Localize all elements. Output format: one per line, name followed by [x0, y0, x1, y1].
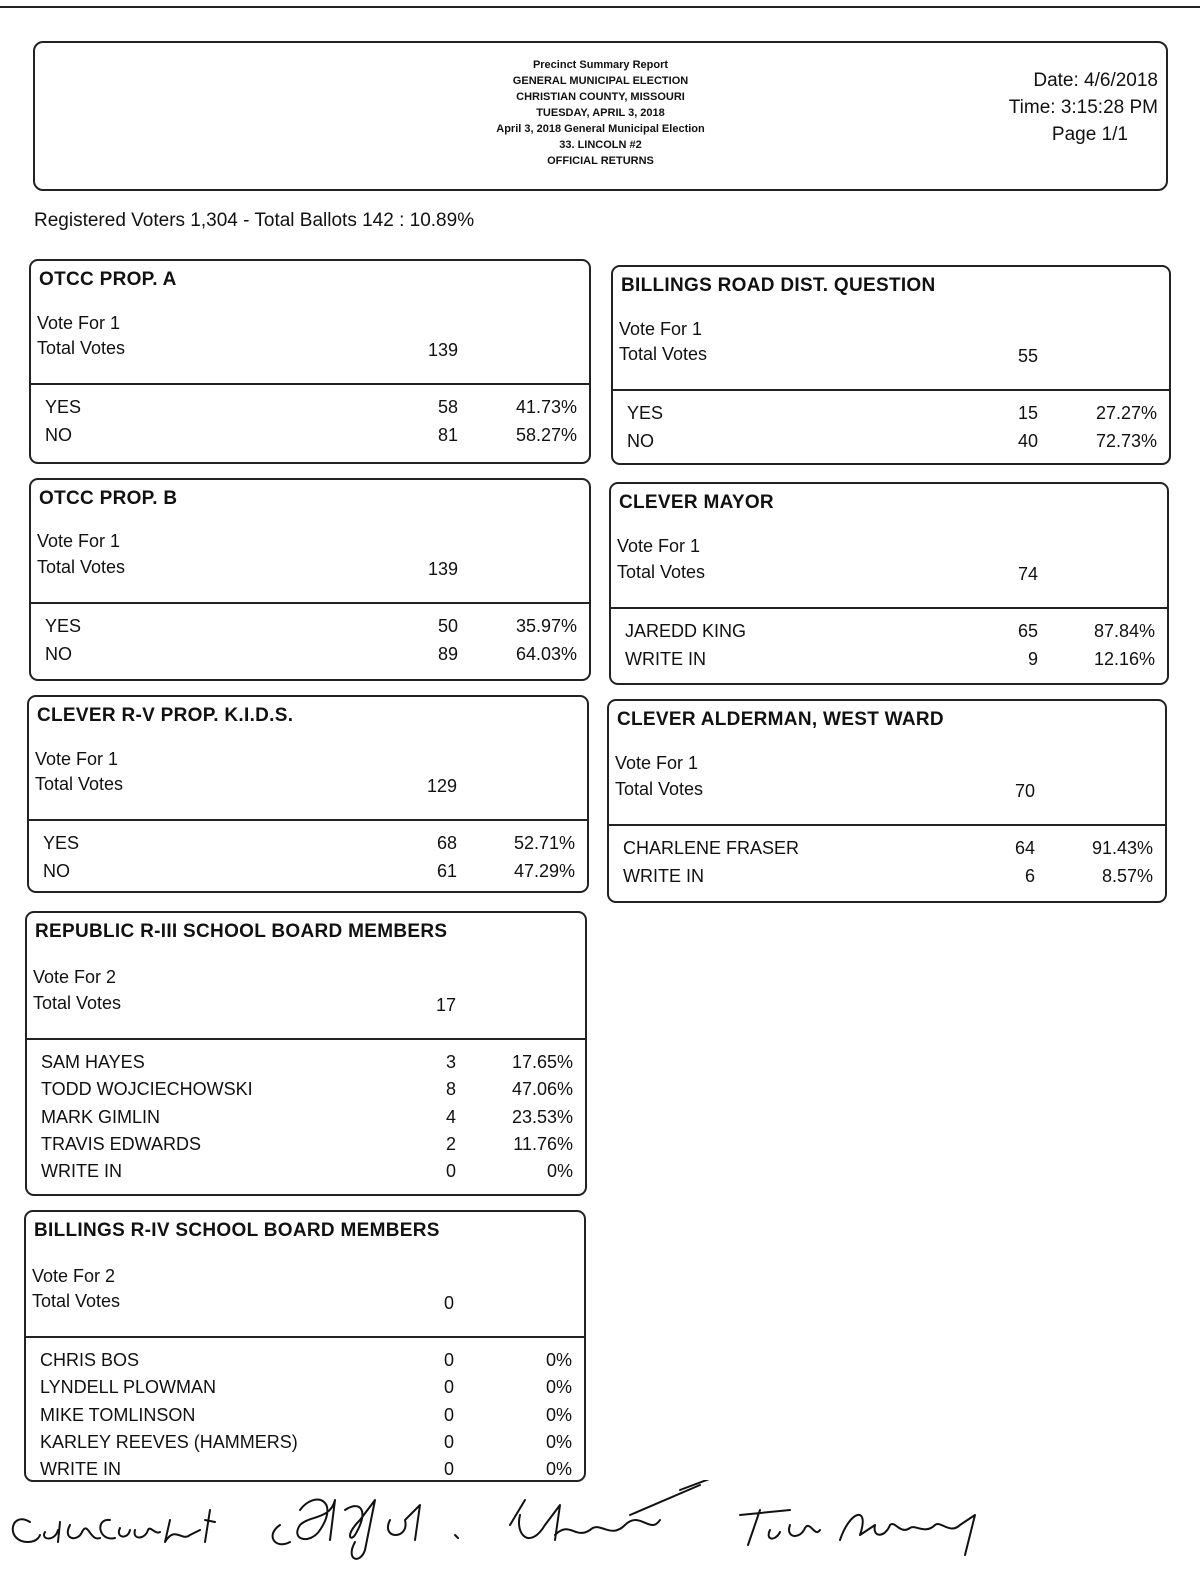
choice-percent: 0%	[545, 1350, 572, 1370]
choice-name: YES	[43, 833, 80, 853]
contest-box	[611, 265, 1171, 465]
registered-voters-summary: Registered Voters 1,304 - Total Ballots 142 : 10.89%	[34, 210, 475, 231]
choice-row	[31, 425, 589, 452]
choice-name: YES	[45, 616, 82, 636]
total-votes-value: 74	[1017, 564, 1038, 584]
choice-percent: 47.29%	[513, 860, 575, 881]
total-votes-value: 17	[435, 995, 456, 1015]
report-date: Date: 4/6/2018	[1033, 70, 1158, 91]
election-description: April 3, 2018 General Municipal Election	[496, 123, 705, 135]
header-divider	[27, 1038, 585, 1040]
choice-row	[27, 1161, 585, 1188]
total-votes-value: 55	[1017, 346, 1038, 366]
choice-row	[31, 397, 589, 424]
choice-row	[27, 1052, 585, 1079]
contest-title: REPUBLIC R-III SCHOOL BOARD MEMBERS	[35, 921, 448, 942]
choice-percent: 91.43%	[1091, 838, 1153, 858]
choice-name: NO	[627, 430, 654, 451]
contest-title: BILLINGS ROAD DIST. QUESTION	[621, 275, 936, 296]
choice-row	[31, 644, 589, 671]
vote-for-label: Vote For 1	[617, 536, 701, 556]
choice-row	[29, 861, 587, 888]
choice-percent: 27.27%	[1095, 403, 1157, 423]
choice-row	[26, 1377, 584, 1404]
vote-for-label: Vote For 1	[615, 753, 699, 773]
choice-name: SAM HAYES	[41, 1052, 145, 1072]
header-divider	[611, 607, 1167, 609]
contest-title: CLEVER MAYOR	[619, 492, 774, 513]
choice-percent: 11.76%	[513, 1133, 573, 1154]
election-name: GENERAL MUNICIPAL ELECTION	[512, 75, 689, 87]
header-divider	[609, 824, 1165, 826]
contest-box	[607, 699, 1167, 903]
choice-name: CHRIS BOS	[40, 1350, 140, 1370]
total-votes-label: Total Votes	[617, 562, 706, 582]
vote-for-label: Vote For 1	[37, 531, 121, 551]
returns-status: OFFICIAL RETURNS	[547, 155, 654, 167]
choice-row	[609, 866, 1165, 893]
choice-name: CHARLENE FRASER	[623, 838, 800, 858]
choice-votes: 0	[445, 1161, 456, 1182]
total-votes-label: Total Votes	[33, 993, 122, 1013]
contest-title: BILLINGS R-IV SCHOOL BOARD MEMBERS	[34, 1220, 440, 1241]
total-votes-label: Total Votes	[37, 557, 126, 577]
choice-name: MIKE TOMLINSON	[40, 1404, 196, 1425]
choice-votes: 8	[445, 1079, 456, 1100]
total-votes-value: 70	[1014, 781, 1035, 801]
report-type: Precinct Summary Report	[532, 59, 669, 71]
choice-percent: 64.03%	[515, 643, 577, 664]
choice-votes: 0	[443, 1350, 454, 1370]
total-votes-value: 139	[427, 340, 458, 360]
total-votes-value: 139	[427, 559, 458, 579]
header-divider	[26, 1336, 584, 1338]
choice-votes: 64	[1014, 838, 1035, 858]
choice-row	[27, 1134, 585, 1161]
choice-percent: 72.73%	[1095, 430, 1157, 451]
choice-votes: 61	[436, 860, 457, 881]
choice-votes: 2	[445, 1133, 456, 1154]
contest-box	[25, 911, 587, 1196]
contest-box	[27, 695, 589, 893]
choice-name: MARK GIMLIN	[41, 1106, 161, 1127]
choice-votes: 0	[443, 1459, 454, 1480]
choice-votes: 81	[437, 424, 458, 445]
report-header-info	[35, 57, 1166, 169]
choice-votes: 58	[437, 397, 458, 417]
choice-votes: 9	[1027, 648, 1038, 669]
choice-percent: 0%	[546, 1161, 573, 1182]
choice-name: TODD WOJCIECHOWSKI	[41, 1079, 253, 1100]
vote-for-label: Vote For 2	[33, 967, 117, 987]
vote-for-label: Vote For 1	[35, 749, 119, 769]
choice-percent: 8.57%	[1101, 865, 1153, 886]
vote-for-label: Vote For 1	[37, 313, 121, 333]
header-divider	[29, 819, 587, 821]
total-votes-label: Total Votes	[619, 344, 708, 364]
choice-votes: 0	[443, 1377, 454, 1398]
choice-votes: 15	[1017, 403, 1038, 423]
precinct-name: 33. LINCOLN #2	[559, 139, 642, 151]
choice-votes: 4	[445, 1106, 456, 1127]
vote-for-label: Vote For 2	[32, 1266, 116, 1286]
choice-percent: 17.65%	[511, 1052, 573, 1072]
choice-percent: 35.97%	[515, 616, 577, 636]
contest-title: CLEVER R-V PROP. K.I.D.S.	[37, 705, 294, 726]
total-votes-label: Total Votes	[35, 774, 124, 794]
choice-name: WRITE IN	[41, 1161, 122, 1182]
choice-percent: 0%	[545, 1459, 572, 1480]
choice-votes: 40	[1017, 430, 1038, 451]
choice-percent: 12.16%	[1093, 648, 1155, 669]
choice-votes: 0	[443, 1431, 454, 1452]
total-votes-label: Total Votes	[37, 338, 126, 358]
choice-row	[27, 1107, 585, 1134]
choice-row	[27, 1079, 585, 1106]
contest-title: CLEVER ALDERMAN, WEST WARD	[617, 709, 944, 730]
choice-votes: 65	[1017, 621, 1038, 641]
signature-1	[13, 1510, 215, 1542]
choice-row	[31, 616, 589, 643]
choice-percent: 58.27%	[515, 424, 577, 445]
choice-votes: 3	[445, 1052, 456, 1072]
election-date: TUESDAY, APRIL 3, 2018	[536, 107, 665, 119]
report-meta	[1009, 67, 1158, 148]
choice-percent: 87.84%	[1093, 621, 1155, 641]
contest-box	[29, 478, 591, 681]
header-divider	[31, 383, 589, 385]
top-rule	[0, 6, 1200, 8]
choice-votes: 6	[1024, 865, 1035, 886]
header-divider	[613, 389, 1169, 391]
choice-percent: 0%	[545, 1377, 572, 1398]
choice-row	[611, 649, 1167, 676]
page-number: Page 1/1	[1051, 124, 1128, 145]
total-votes-value: 0	[443, 1293, 454, 1313]
choice-votes: 68	[436, 833, 457, 853]
choice-row	[611, 621, 1167, 648]
choice-name: NO	[45, 643, 72, 664]
choice-percent: 41.73%	[515, 397, 577, 417]
choice-row	[26, 1350, 584, 1377]
choice-percent: 23.53%	[511, 1106, 573, 1127]
choice-name: YES	[627, 403, 664, 423]
choice-row	[26, 1405, 584, 1432]
choice-name: NO	[43, 860, 70, 881]
choice-percent: 52.71%	[513, 833, 575, 853]
choice-row	[26, 1432, 584, 1459]
choice-name: WRITE IN	[40, 1459, 121, 1480]
choice-name: YES	[45, 397, 82, 417]
contest-title: OTCC PROP. A	[39, 269, 177, 290]
choice-name: JAREDD KING	[625, 621, 747, 641]
vote-for-label: Vote For 1	[619, 319, 703, 339]
choice-name: TRAVIS EDWARDS	[41, 1133, 202, 1154]
choice-percent: 0%	[545, 1431, 572, 1452]
total-votes-value: 129	[426, 776, 457, 796]
choice-name: WRITE IN	[625, 648, 706, 669]
header-divider	[31, 602, 589, 604]
report-header	[33, 41, 1168, 191]
signatures	[0, 1480, 1200, 1572]
total-votes-label: Total Votes	[615, 779, 704, 799]
signature-2	[273, 1500, 458, 1559]
choice-votes: 50	[437, 616, 458, 636]
signature-3	[510, 1480, 720, 1540]
choice-percent: 0%	[545, 1404, 572, 1425]
contest-title: OTCC PROP. B	[39, 488, 178, 509]
choice-row	[613, 403, 1169, 430]
choice-votes: 0	[443, 1404, 454, 1425]
choice-row	[29, 833, 587, 860]
contest-box	[609, 482, 1169, 685]
choice-percent: 47.06%	[511, 1079, 573, 1100]
contest-box	[24, 1210, 586, 1482]
choice-votes: 89	[437, 643, 458, 664]
contest-box	[29, 259, 591, 464]
total-votes-label: Total Votes	[32, 1291, 121, 1311]
choice-row	[613, 431, 1169, 458]
choice-name: KARLEY REEVES (HAMMERS)	[40, 1431, 298, 1452]
choice-name: LYNDELL PLOWMAN	[40, 1377, 217, 1398]
signature-4	[740, 1510, 975, 1555]
report-time: Time: 3:15:28 PM	[1008, 97, 1158, 118]
choice-name: NO	[45, 424, 72, 445]
choice-row	[609, 838, 1165, 865]
county-name: CHRISTIAN COUNTY, MISSOURI	[516, 91, 685, 103]
choice-name: WRITE IN	[623, 865, 704, 886]
